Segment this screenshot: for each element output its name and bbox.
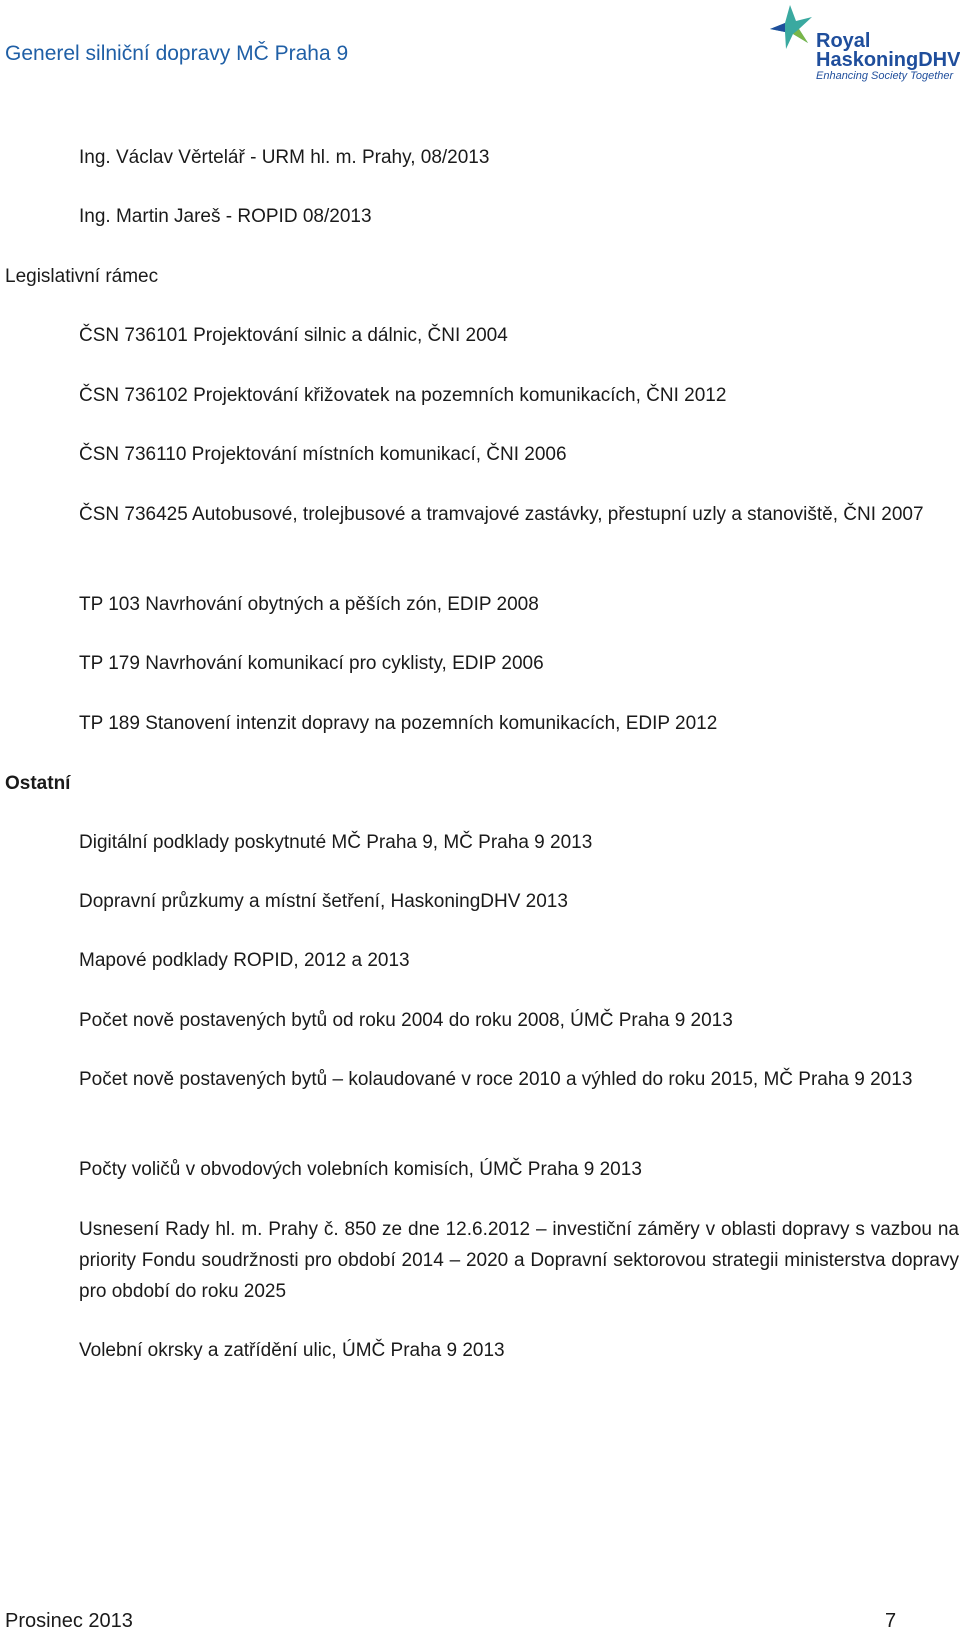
- list-item: ČSN 736425 Autobusové, trolejbusové a tramvajové zastávky, přestupní uzly a stanoviště, ČNI 2007: [79, 504, 924, 525]
- list-item: TP 189 Stanovení intenzit dopravy na pozemních komunikacích, EDIP 2012: [79, 713, 718, 734]
- list-item: Usnesení Rady hl. m. Prahy č. 850 ze dne 12.6.2012 – investiční záměry v oblasti dopravy s vazbou na priority Fondu soudržnosti pro období 2014 – 2020 a Dopravní sektorovou strategii ministerstva dopravy pro období do roku 2025: [79, 1219, 959, 1302]
- list-item: ČSN 736102 Projektování křižovatek na pozemních komunikacích, ČNI 2012: [79, 385, 727, 406]
- logo-tagline: Enhancing Society Together: [816, 70, 954, 82]
- star-logo-icon: [768, 3, 816, 63]
- list-item: Dopravní průzkumy a místní šetření, HaskoningDHV 2013: [79, 891, 568, 912]
- list-item: Digitální podklady poskytnuté MČ Praha 9, MČ Praha 9 2013: [79, 832, 593, 853]
- author-line-1: Ing. Václav Věrtelář - URM hl. m. Prahy, 08/2013: [79, 147, 490, 168]
- author-line-2: Ing. Martin Jareš - ROPID 08/2013: [79, 206, 372, 227]
- section-title-legislativa: Legislativní rámec: [5, 266, 159, 287]
- list-item: Počty voličů v obvodových volebních komisích, ÚMČ Praha 9 2013: [79, 1159, 642, 1180]
- list-item: Volební okrsky a zatřídění ulic, ÚMČ Praha 9 2013: [79, 1340, 505, 1361]
- document-title: Generel silniční dopravy MČ Praha 9: [5, 42, 349, 65]
- list-item: Počet nově postavených bytů od roku 2004 do roku 2008, ÚMČ Praha 9 2013: [79, 1010, 733, 1031]
- footer-date: Prosinec 2013: [5, 1610, 133, 1632]
- section-title-ostatni: Ostatní: [5, 773, 71, 794]
- list-item: TP 179 Navrhování komunikací pro cyklisty, EDIP 2006: [79, 653, 544, 674]
- logo-wordmark: [816, 31, 960, 82]
- page-number: 7: [885, 1610, 897, 1632]
- list-item: ČSN 736101 Projektování silnic a dálnic, ČNI 2004: [79, 325, 508, 346]
- list-item: Mapové podklady ROPID, 2012 a 2013: [79, 950, 410, 971]
- list-item: Počet nově postavených bytů – kolaudované v roce 2010 a výhled do roku 2015, MČ Praha 9 2013: [79, 1069, 913, 1090]
- list-item: ČSN 736110 Projektování místních komunikací, ČNI 2006: [79, 444, 567, 465]
- logo-line-2: HaskoningDHV: [816, 49, 960, 71]
- logo-line-1: Royal: [816, 30, 871, 52]
- company-logo: [768, 3, 958, 87]
- list-item: TP 103 Navrhování obytných a pěších zón, EDIP 2008: [79, 594, 539, 615]
